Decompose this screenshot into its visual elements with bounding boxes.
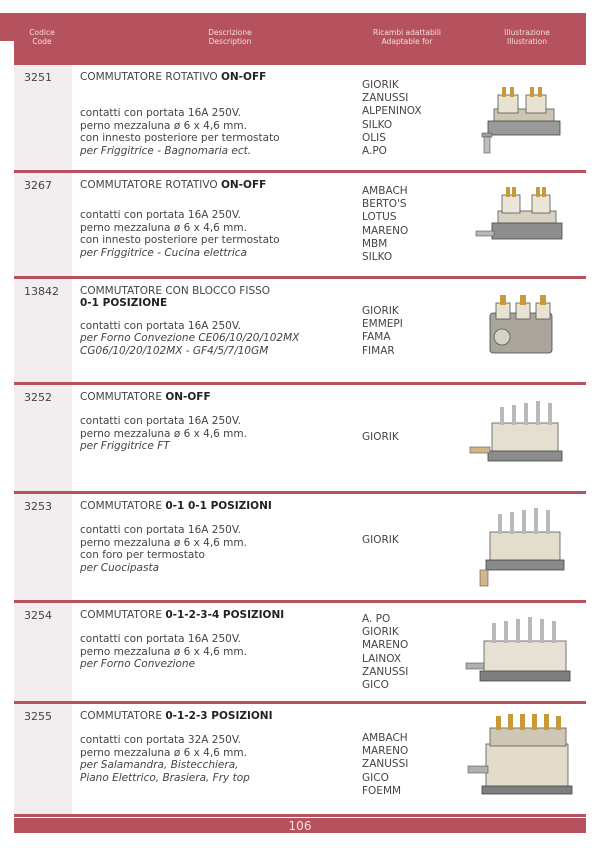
- product-row: [14, 704, 586, 817]
- page-footer: [14, 818, 586, 833]
- rotary-switch-illustration: [462, 609, 580, 697]
- product-row: [14, 279, 586, 385]
- rotary-switch-illustration: [462, 710, 580, 806]
- product-row: [14, 494, 586, 603]
- adaptable-brands: GIORIK: [362, 431, 399, 443]
- product-description: [80, 710, 360, 784]
- spec-line: contatti con portata 16A 250V.: [80, 209, 242, 222]
- spec-line: contatti con portata 16A 250V.: [80, 107, 242, 120]
- spec-line: perno mezzaluna ø 6 x 4,6 mm.: [80, 427, 247, 440]
- spec-line: contatti con portata 16A 250V.: [80, 415, 242, 428]
- header-code: Codice Code: [29, 28, 55, 46]
- header-description: Descrizione Description: [208, 28, 252, 46]
- usage-line: CG06/10/20/102MX - GF4/5/7/10GM: [80, 344, 269, 357]
- product-title: COMMUTATORE 0-1 0-1 POSIZIONI: [80, 500, 272, 512]
- rotary-switch-illustration: [462, 289, 580, 369]
- adaptable-brands: AMBACH MARENO ZANUSSI GICO FOEMM: [362, 732, 409, 797]
- product-description: [80, 71, 360, 157]
- product-code: 3253: [24, 500, 52, 513]
- product-row: [14, 603, 586, 704]
- usage-line: Piano Elettrico, Brasiera, Fry top: [80, 771, 250, 784]
- usage-line: per Cuocipasta: [80, 561, 160, 574]
- product-row: [14, 65, 586, 173]
- usage-line: per Friggitrice FT: [80, 440, 170, 453]
- usage-line: per Forno Convezione: [80, 658, 196, 671]
- page-number: 106: [288, 819, 312, 833]
- product-title: COMMUTATORE 0-1-2-3 POSIZIONI: [80, 710, 273, 722]
- spec-line: perno mezzaluna ø 6 x 4,6 mm.: [80, 645, 247, 658]
- usage-line: per Friggitrice - Cucina elettrica: [80, 246, 247, 259]
- spec-line: perno mezzaluna ø 6 x 4,6 mm.: [80, 746, 247, 759]
- header-tab: [0, 13, 14, 41]
- product-row: [14, 385, 586, 494]
- product-description: [80, 391, 360, 453]
- adaptable-brands: A. PO GIORIK MARENO LAINOX ZANUSSI GICO: [362, 613, 409, 692]
- product-code: 13842: [24, 285, 59, 298]
- rotary-switch-illustration: [462, 395, 580, 477]
- product-code: 3251: [24, 71, 52, 84]
- rotary-switch-illustration: [462, 502, 580, 588]
- product-table: [14, 65, 586, 817]
- header-illustration: Illustrazione Illustration: [504, 28, 550, 46]
- rotary-switch-illustration: [462, 75, 580, 155]
- product-title: COMMUTATORE 0-1-2-3-4 POSIZIONI: [80, 609, 285, 621]
- product-code: 3267: [24, 179, 52, 192]
- spec-line: perno mezzaluna ø 6 x 4,6 mm.: [80, 221, 247, 234]
- product-description: [80, 500, 360, 574]
- adaptable-brands: AMBACH BERTO'S LOTUS MARENO MBM SILKO: [362, 185, 409, 264]
- product-code: 3252: [24, 391, 52, 404]
- product-title: COMMUTATORE ON-OFF: [80, 391, 211, 403]
- usage-line: per Salamandra, Bistecchiera,: [80, 759, 239, 772]
- product-code: 3254: [24, 609, 52, 622]
- adaptable-brands: GIORIK EMMEPI FAMA FIMAR: [362, 305, 403, 357]
- spec-line: con foro per termostato: [80, 549, 205, 562]
- spec-line: perno mezzaluna ø 6 x 4,6 mm.: [80, 536, 247, 549]
- rotary-switch-illustration: [462, 181, 580, 261]
- usage-line: per Friggitrice - Bagnomaria ect.: [80, 144, 252, 157]
- product-description: [80, 285, 360, 357]
- product-title: COMMUTATORE ROTATIVO ON-OFF: [80, 71, 267, 83]
- product-title-positions: 0-1 POSIZIONE: [80, 297, 168, 310]
- product-title: COMMUTATORE ROTATIVO ON-OFF: [80, 179, 267, 191]
- product-description: [80, 609, 360, 671]
- adaptable-brands: GIORIK: [362, 534, 399, 546]
- spec-line: contatti con portata 16A 250V.: [80, 319, 242, 332]
- usage-line: per Forno Convezione CE06/10/20/102MX: [80, 332, 300, 345]
- spec-line: con innesto posteriore per termostato: [80, 132, 280, 145]
- spec-line: con innesto posteriore per termostato: [80, 234, 280, 247]
- spec-line: contatti con portata 32A 250V.: [80, 734, 242, 747]
- header-adaptable: Ricambi adattabili Adaptable for: [373, 28, 441, 46]
- spec-line: contatti con portata 16A 250V.: [80, 524, 242, 537]
- product-title: COMMUTATORE CON BLOCCO FISSO: [80, 285, 271, 297]
- product-code: 3255: [24, 710, 52, 723]
- product-description: [80, 179, 360, 259]
- spec-line: contatti con portata 16A 250V.: [80, 633, 242, 646]
- product-row: [14, 173, 586, 279]
- adaptable-brands: GIORIK ZANUSSI ALPENINOX SILKO OLIS A.PO: [362, 79, 422, 158]
- spec-line: perno mezzaluna ø 6 x 4,6 mm.: [80, 119, 247, 132]
